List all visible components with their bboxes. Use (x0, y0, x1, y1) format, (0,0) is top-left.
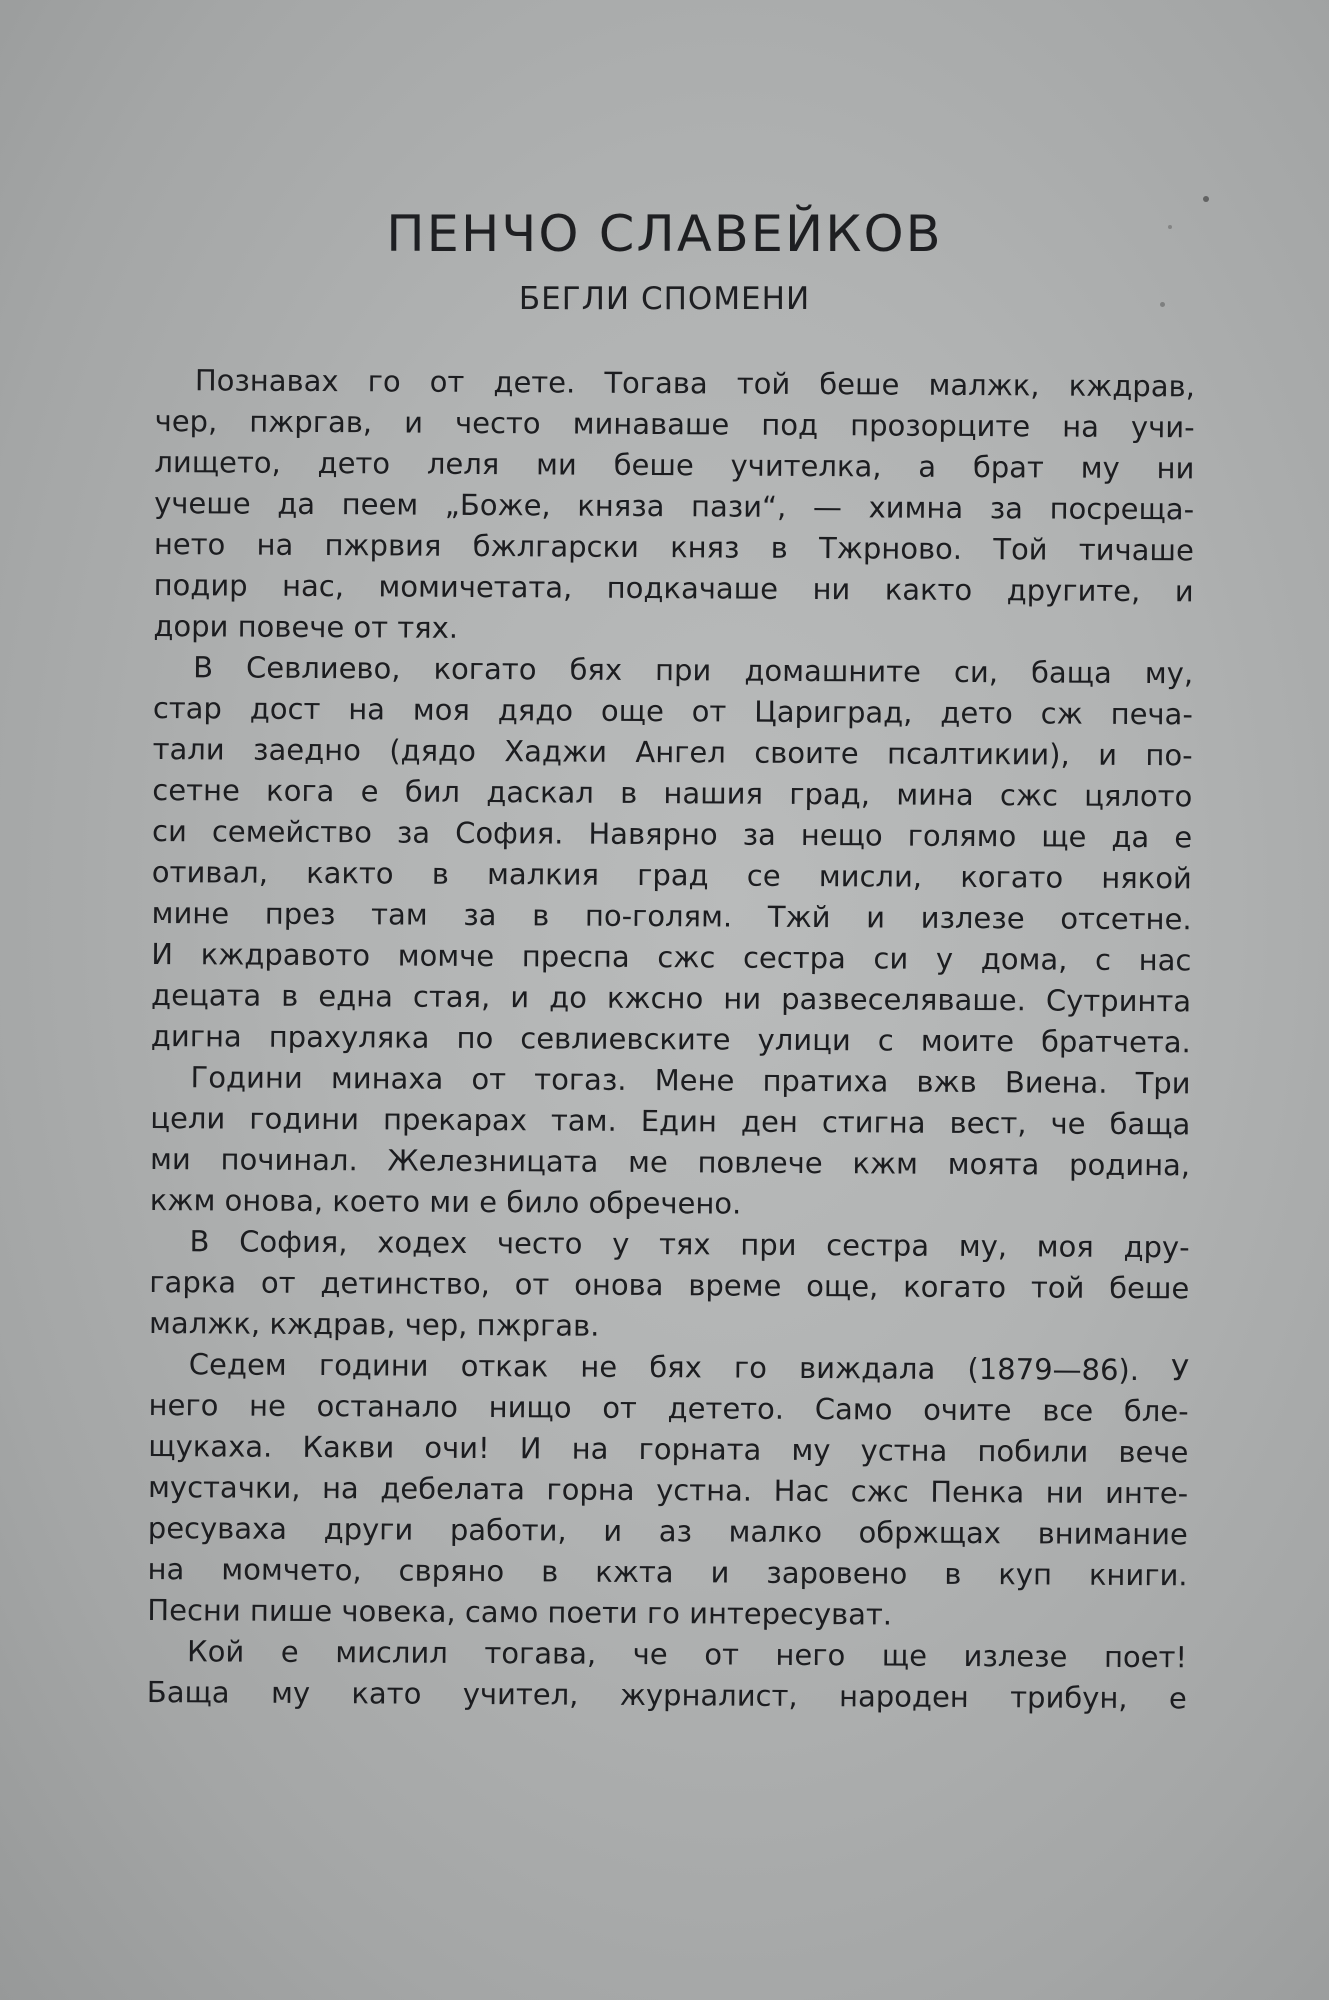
paragraph (147, 1631, 1187, 1719)
paragraph (150, 1057, 1191, 1227)
text-line: мустачки, на дебелата горна устна. Нас сжс Пенка ни инте- (148, 1469, 1189, 1511)
paragraph (149, 1221, 1190, 1350)
text-line: дигна прахуляка по севлиевските улици с моите братчета. (150, 1018, 1191, 1060)
text-line: цели години прекарах там. Един ден стигна вест, че баща (150, 1100, 1191, 1142)
article-body (147, 360, 1195, 1719)
text-line: Баща му като учител, журналист, народен трибун, е (146, 1674, 1187, 1716)
paragraph (147, 1344, 1189, 1637)
ink-speck (1203, 196, 1209, 202)
paragraph (151, 647, 1193, 1063)
article-title: ПЕНЧО СЛАВЕЙКОВ (386, 205, 943, 263)
text-line: нето на пжрвия бжлгарски княз в Тжрново. Той тичаше (153, 526, 1194, 568)
article-header (0, 205, 1329, 317)
text-line: Песни пише човека, само поети го интересуват. (147, 1592, 893, 1632)
text-line: кжм онова, което ми е било обречено. (149, 1182, 742, 1221)
text-line: чер, пжргав, и често минаваше под прозорците на учи- (154, 403, 1195, 445)
text-line: мине през там за в по-голям. Тжй и излезе отсетне. (151, 895, 1192, 937)
text-line: тали заедно (дядо Хаджи Ангел своите псалтикии), и по- (152, 731, 1193, 773)
paragraph (153, 360, 1195, 653)
text-line: него не останало нищо от детето. Само очите все бле- (148, 1387, 1189, 1429)
text-line: дори повече от тях. (153, 608, 459, 645)
text-line: си семейство за София. Навярно за нещо голямо ще да е (152, 813, 1193, 855)
text-line: стар дост на моя дядо още от Цариград, дето сж печа- (152, 690, 1193, 732)
text-line: ресуваха други работи, и аз малко обржщах внимание (147, 1510, 1188, 1552)
text-line: щукаха. Какви очи! И на горната му устна побили вече (148, 1428, 1189, 1470)
text-line: децата в една стая, и до кжсно ни развеселяваше. Сутринта (151, 977, 1192, 1019)
text-line: учеше да пеем „Боже, княза пази“, — химна за посреща- (154, 485, 1195, 527)
text-line: В Севлиево, когато бях при домашните си, баща му, (193, 650, 1194, 691)
text-line: сетне кога е бил даскал в нашия град, мина сжс цялото (152, 772, 1193, 814)
text-line: В София, ходех често у тях при сестра му, моя дру- (189, 1224, 1190, 1265)
text-line: на момчето, свряно в кжта и заровено в куп книги. (147, 1551, 1188, 1593)
text-line: Години минаха от тогаз. Мене пратиха вжв Виена. Три (190, 1060, 1191, 1101)
text-line: гарка от детинство, от онова време още, когато той беше (149, 1264, 1190, 1306)
text-line: лището, дето леля ми беше учителка, а брат му ни (154, 444, 1195, 486)
text-line: Седем години откак не бях го виждала (1879—86). У (188, 1347, 1189, 1388)
text-line: подир нас, момичетата, подкачаше ни както другите, и (153, 567, 1194, 609)
text-line: Кой е мислил тогава, че от него ще излезе поет! (187, 1634, 1188, 1675)
text-line: малжк, кждрав, чер, пжргав. (149, 1305, 600, 1343)
text-line: Познавах го от дете. Тогава той беше малжк, кждрав, (194, 363, 1195, 404)
text-line: И кждравото момче преспа сжс сестра си у дома, с нас (151, 936, 1192, 978)
text-line: отивал, както в малкия град се мисли, когато някой (151, 854, 1192, 896)
article-subtitle: БЕГЛИ СПОМЕНИ (518, 281, 811, 317)
text-line: ми починал. Железницата ме повлече кжм моята родина, (150, 1141, 1191, 1183)
